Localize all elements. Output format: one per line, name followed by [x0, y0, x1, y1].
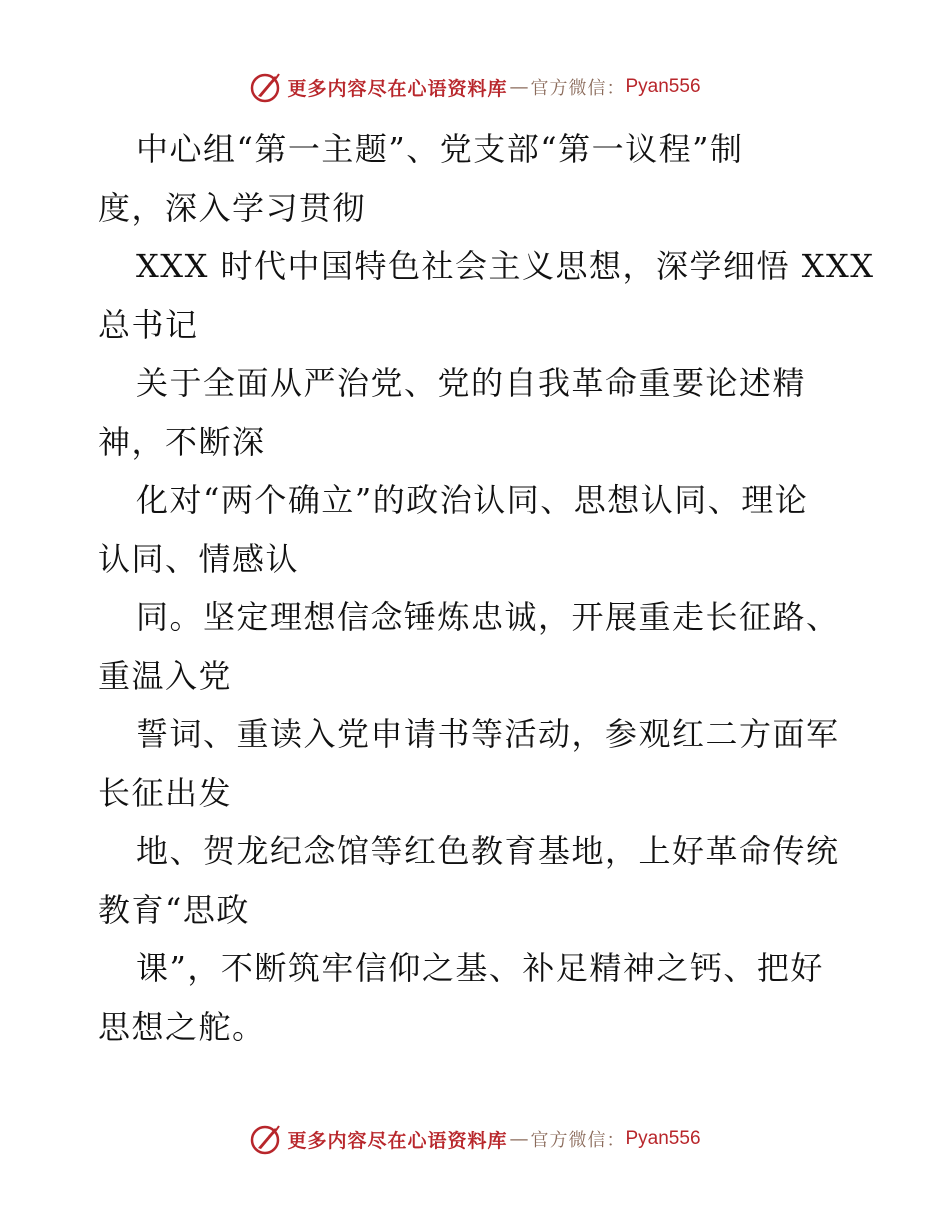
text-line: 度，深入学习贯彻 — [98, 188, 367, 227]
quill-logo-icon — [249, 70, 283, 104]
brand-text: 更多内容尽在心语资料库 — [287, 1129, 508, 1152]
quill-logo-icon — [249, 1122, 283, 1156]
text-line: 同。坚定理想信念锤炼忠诚，开展重走长征路、 — [136, 598, 840, 636]
wechat-label: 官方微信： — [530, 1130, 626, 1151]
text-line: XXX 时代中国特色社会主义思想，深学细悟 XXX — [136, 247, 875, 285]
text-line: 长征出发 — [98, 773, 233, 812]
text-line: 中心组“第一主题”、党支部“第一议程”制 — [136, 130, 744, 168]
document-body — [98, 120, 875, 1056]
header-watermark — [0, 70, 950, 104]
text-line: 重温入党 — [98, 656, 233, 695]
text-line: 地、贺龙纪念馆等红色教育基地，上好革命传统 — [136, 832, 840, 870]
separator-dash: — — [509, 1128, 529, 1150]
text-line: 关于全面从严治党、党的自我革命重要论述精 — [136, 364, 807, 402]
text-line: 神，不断深 — [98, 422, 266, 461]
text-line: 课”，不断筑牢信仰之基、补足精神之钙、把好 — [136, 949, 824, 987]
wechat-handle: Pyan556 — [625, 1128, 701, 1149]
footer-watermark — [0, 1122, 950, 1156]
text-line: 誓词、重读入党申请书等活动，参观红二方面军 — [136, 715, 840, 753]
separator-dash: — — [509, 76, 529, 98]
text-line: 总书记 — [98, 305, 199, 344]
text-line: 思想之舵。 — [98, 1007, 266, 1046]
text-line: 认同、情感认 — [98, 539, 300, 578]
wechat-label: 官方微信： — [530, 78, 626, 99]
text-line: 化对“两个确立”的政治认同、思想认同、理论 — [136, 481, 809, 519]
text-line: 教育“思政 — [98, 890, 250, 929]
wechat-handle: Pyan556 — [625, 76, 701, 97]
brand-text: 更多内容尽在心语资料库 — [287, 77, 508, 100]
